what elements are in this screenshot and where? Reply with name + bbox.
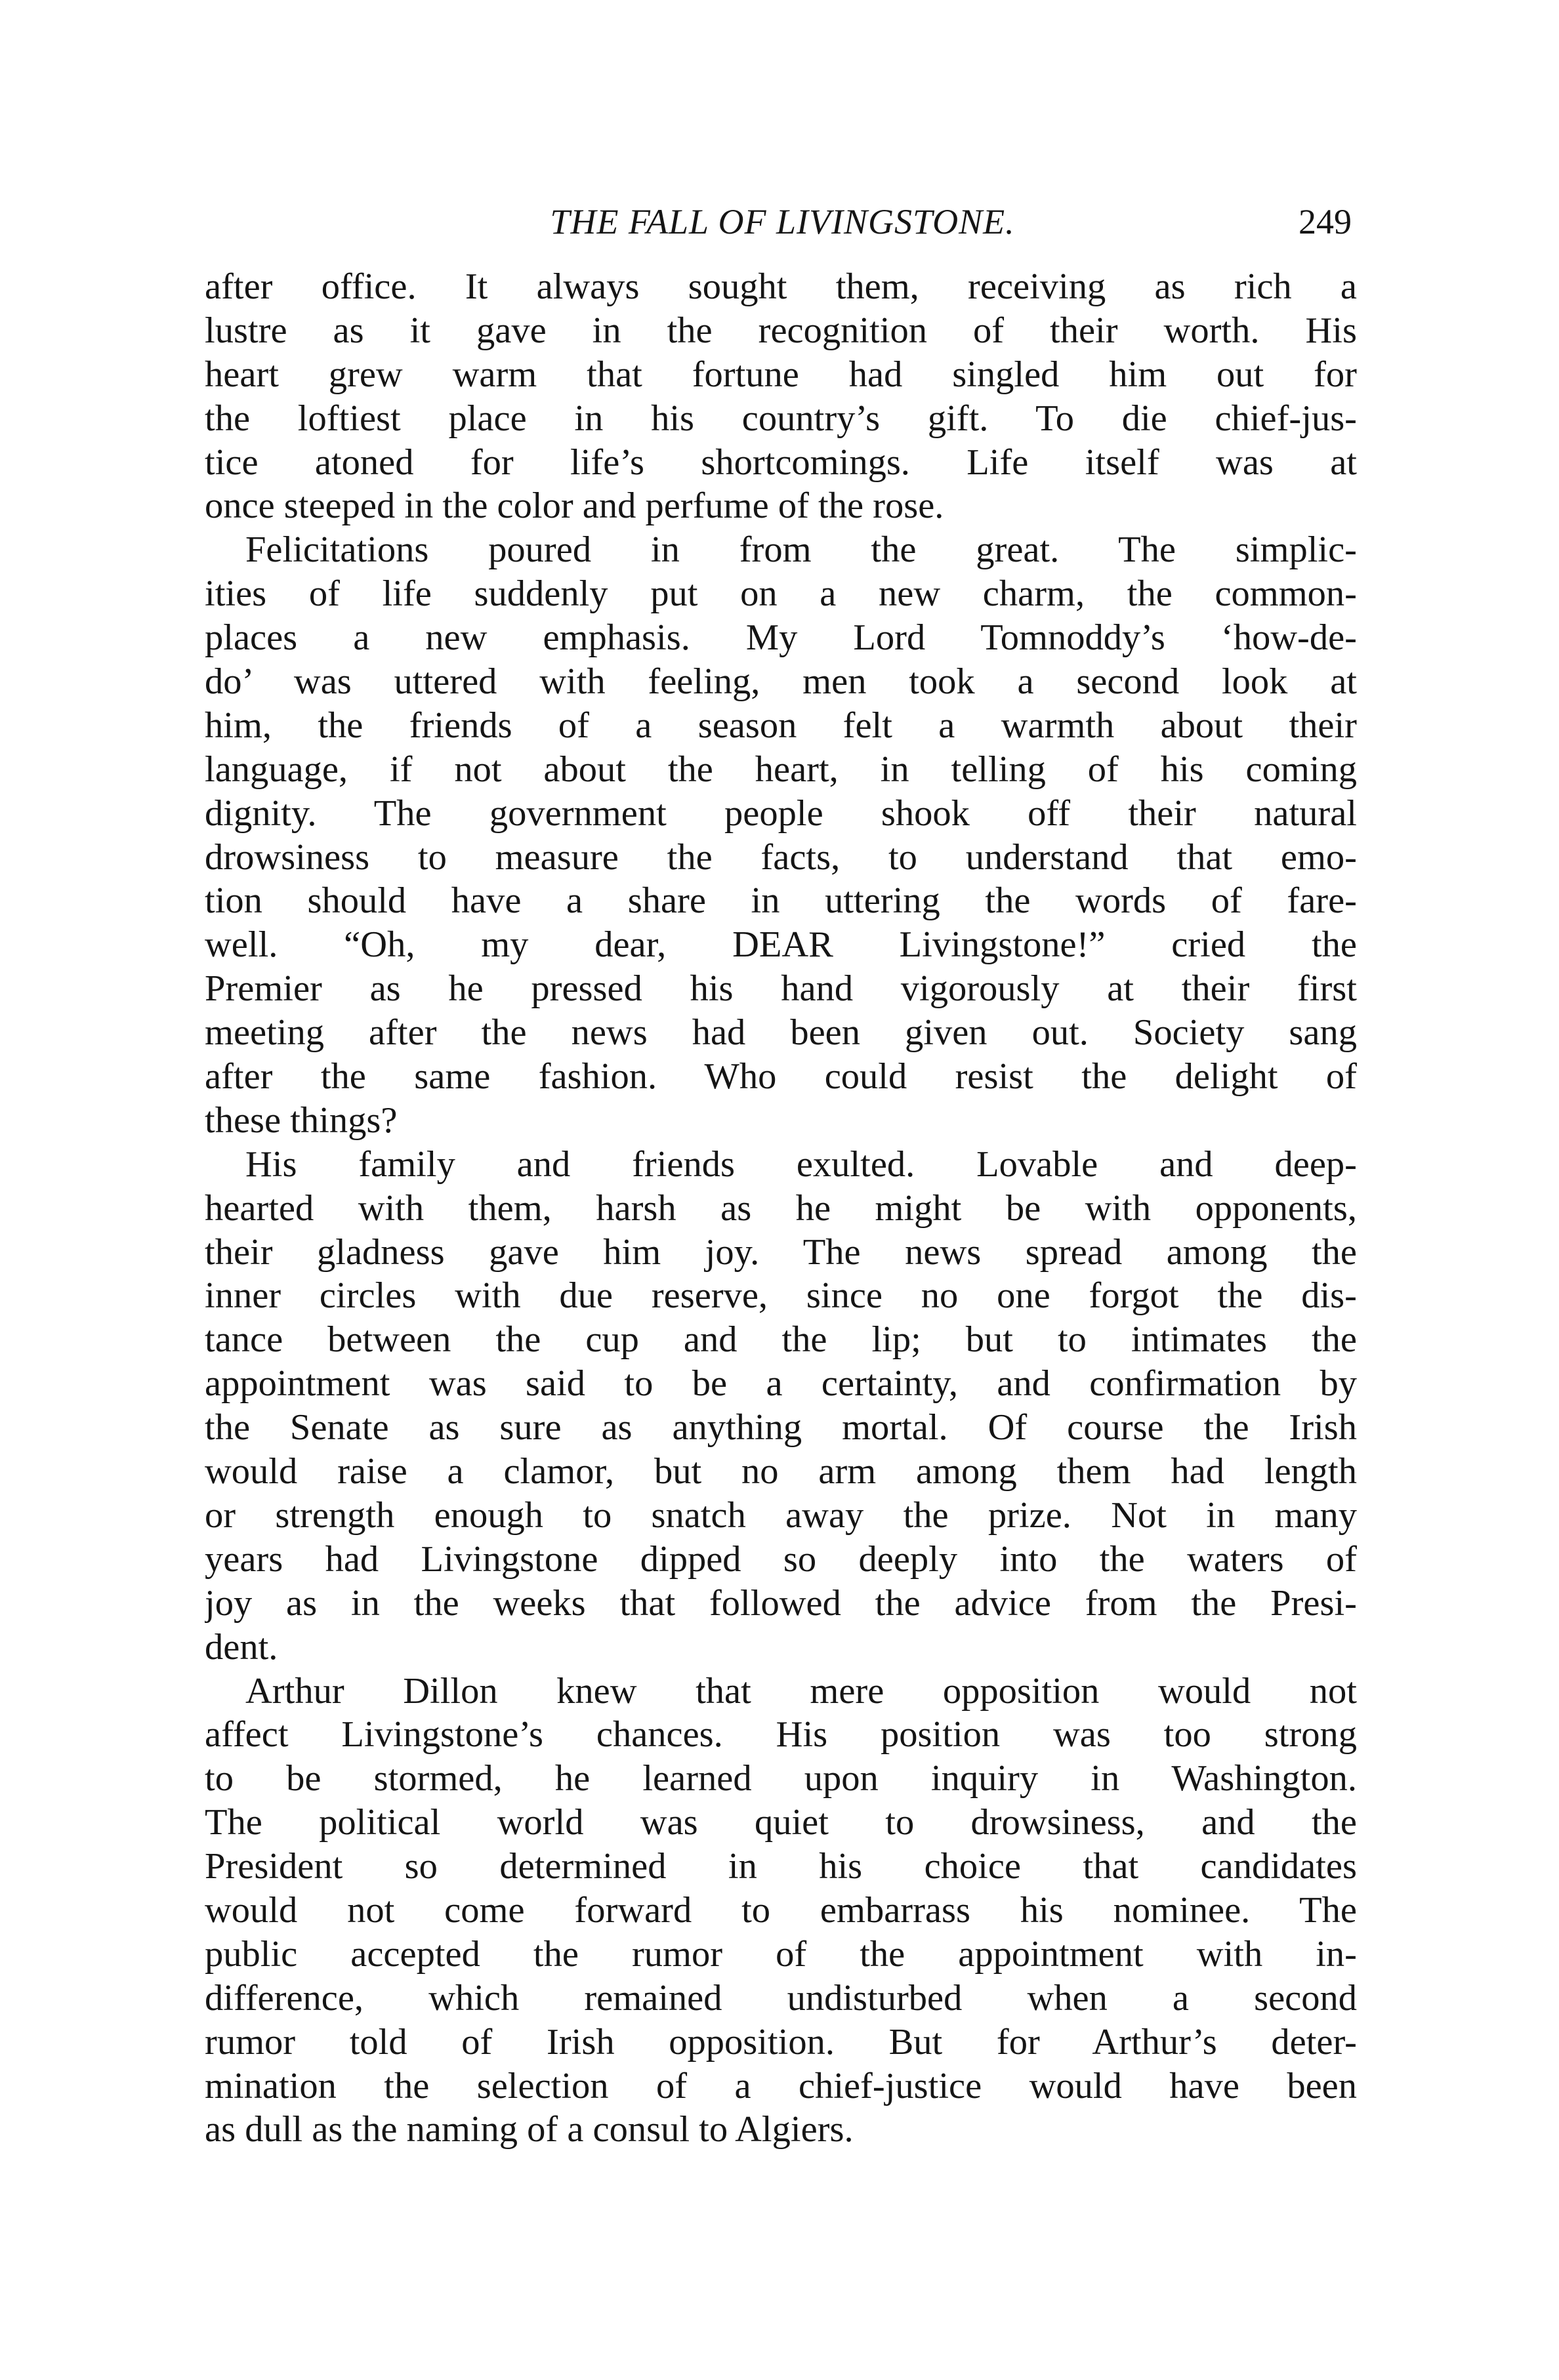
text-line: mination the selection of a chief-justice would have been <box>205 2065 1357 2106</box>
text-line: dent. <box>205 1626 278 1668</box>
running-title: THE FALL OF LIVINGSTONE. <box>550 202 1015 241</box>
page-number: 249 <box>1299 202 1352 241</box>
text-line: dignity. The government people shook off their natural <box>205 792 1357 834</box>
text-line: appointment was said to be a certainty, and confirmation by <box>205 1363 1357 1405</box>
text-line: after office. It always sought them, receiving as rich a <box>205 266 1357 307</box>
text-line: or strength enough to snatch away the prize. Not in many <box>205 1494 1357 1536</box>
text-line: language, if not about the heart, in telling of his coming <box>205 749 1357 790</box>
text-line: tance between the cup and the lip; but to intimates the <box>205 1319 1357 1361</box>
text-line: once steeped in the color and perfume of the rose. <box>205 485 944 527</box>
text-line: as dull as the naming of a consul to Algiers. <box>205 2109 854 2150</box>
paragraph <box>205 1670 1357 2152</box>
text-line: their gladness gave him joy. The news spread among the <box>205 1231 1357 1273</box>
text-line: difference, which remained undisturbed when a second <box>205 1977 1357 2019</box>
text-line: would raise a clamor, but no arm among them had length <box>205 1451 1357 1492</box>
text-line: well. “Oh, my dear, DEAR Livingstone!” cried the <box>205 924 1357 966</box>
text-line: tion should have a share in uttering the words of fare- <box>205 880 1357 922</box>
text-line: after the same fashion. Who could resist the delight of <box>205 1056 1357 1098</box>
body-text <box>205 265 1357 2152</box>
text-line: public accepted the rumor of the appointment with in- <box>205 1933 1357 1975</box>
text-line: drowsiness to measure the facts, to understand that emo- <box>205 836 1357 878</box>
text-line: joy as in the weeks that followed the advice from the Presi- <box>205 1582 1357 1624</box>
text-line: ities of life suddenly put on a new charm, the common- <box>205 573 1357 615</box>
paragraph <box>205 265 1357 528</box>
text-line: years had Livingstone dipped so deeply into the waters of <box>205 1538 1357 1580</box>
text-line: His family and friends exulted. Lovable and deep- <box>245 1143 1357 1185</box>
text-line: these things? <box>205 1099 398 1141</box>
text-line: rumor told of Irish opposition. But for Arthur’s deter- <box>205 2021 1357 2062</box>
text-line: the loftiest place in his country’s gift. To die chief-jus- <box>205 398 1357 439</box>
running-head <box>207 195 1358 248</box>
text-line: him, the friends of a season felt a warmth about their <box>205 705 1357 746</box>
paragraph <box>205 528 1357 1142</box>
text-line: meeting after the news had been given out. Society sang <box>205 1012 1357 1054</box>
text-line: Premier as he pressed his hand vigorously at their first <box>205 968 1357 1010</box>
text-line: Arthur Dillon knew that mere opposition would not <box>245 1670 1357 1712</box>
text-line: tice atoned for life’s shortcomings. Life itself was at <box>205 441 1357 483</box>
text-line: President so determined in his choice that candidates <box>205 1846 1357 1887</box>
text-line: to be stormed, he learned upon inquiry in Washington. <box>205 1758 1357 1799</box>
text-line: affect Livingstone’s chances. His position was too strong <box>205 1714 1357 1755</box>
text-line: the Senate as sure as anything mortal. Of course the Irish <box>205 1407 1357 1448</box>
text-line: Felicitations poured in from the great. The simplic- <box>245 529 1357 571</box>
paragraph <box>205 1143 1357 1670</box>
text-line: places a new emphasis. My Lord Tomnoddy’s ‘how-de- <box>205 617 1357 659</box>
text-line: do’ was uttered with feeling, men took a second look at <box>205 661 1357 703</box>
text-line: inner circles with due reserve, since no one forgot the dis- <box>205 1275 1357 1317</box>
text-line: lustre as it gave in the recognition of their worth. His <box>205 310 1357 351</box>
text-line: heart grew warm that fortune had singled him out for <box>205 354 1357 395</box>
text-line: would not come forward to embarrass his nominee. The <box>205 1889 1357 1931</box>
text-line: The political world was quiet to drowsiness, and the <box>205 1802 1357 1843</box>
text-line: hearted with them, harsh as he might be with opponents, <box>205 1187 1357 1229</box>
